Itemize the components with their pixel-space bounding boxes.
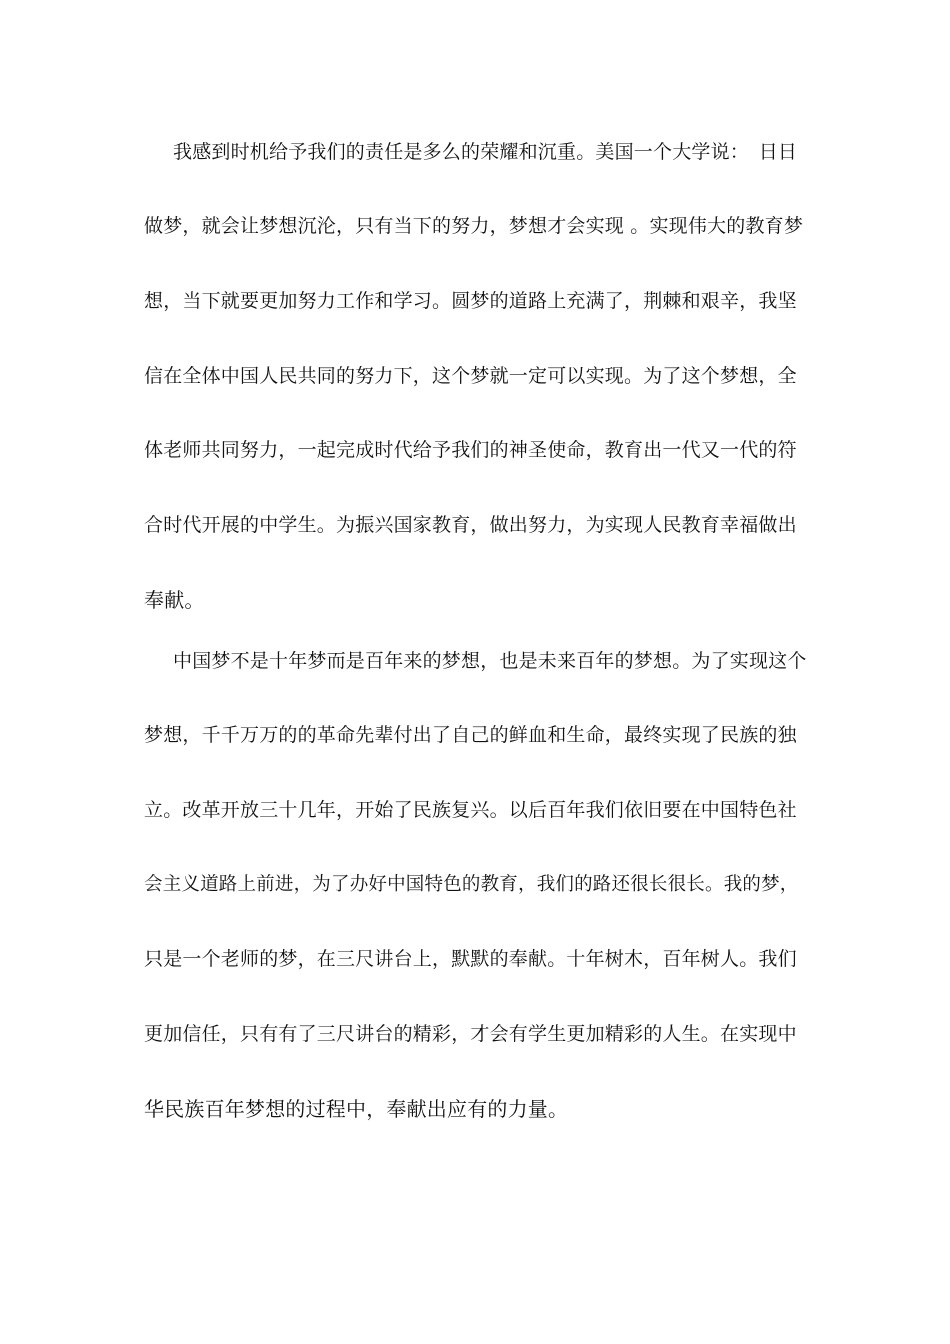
- text-line: 信在全体中国人民共同的努力下，这个梦就一定可以实现。为了这个梦想，全: [144, 365, 797, 387]
- text-line: 立。改革开放三十几年，开始了民族复兴。以后百年我们依旧要在中国特色社: [144, 799, 797, 821]
- text-line: 华民族百年梦想的过程中，奉献出应有的力量。: [144, 1097, 569, 1121]
- text-line: 会主义道路上前进，为了办好中国特色的教育，我们的路还很长很长。我的梦，: [144, 874, 799, 895]
- text-line: 做梦，就会让梦想沉沦，只有当下的努力，梦想才会实现 。实现伟大的教育梦: [144, 215, 804, 237]
- text-line: 合时代开展的中学生。为振兴国家教育，做出努力，为实现人民教育幸福做出: [144, 514, 797, 536]
- text-line: 梦想，千千万万的的革命先辈付出了自己的鲜血和生命，最终实现了民族的独: [144, 724, 797, 746]
- text-line: 体老师共同努力，一起完成时代给予我们的神圣使命，教育出一代又一代的符: [144, 439, 797, 461]
- text-line: 更加信任，只有有了三尺讲台的精彩，才会有学生更加精彩的人生。在实现中: [144, 1023, 797, 1045]
- text-line: 奉献。: [144, 588, 205, 612]
- text-line: 中国梦不是十年梦而是百年来的梦想，也是未来百年的梦想。为了实现这个: [173, 650, 807, 672]
- text-line: 想，当下就要更加努力工作和学习。圆梦的道路上充满了，荆棘和艰辛，我坚: [144, 290, 797, 312]
- text-line: 我感到时机给予我们的责任是多么的荣耀和沉重。美国一个大学说： 日日: [173, 141, 798, 163]
- text-line: 只是一个老师的梦，在三尺讲台上，默默的奉献。十年树木，百年树人。我们: [144, 948, 797, 970]
